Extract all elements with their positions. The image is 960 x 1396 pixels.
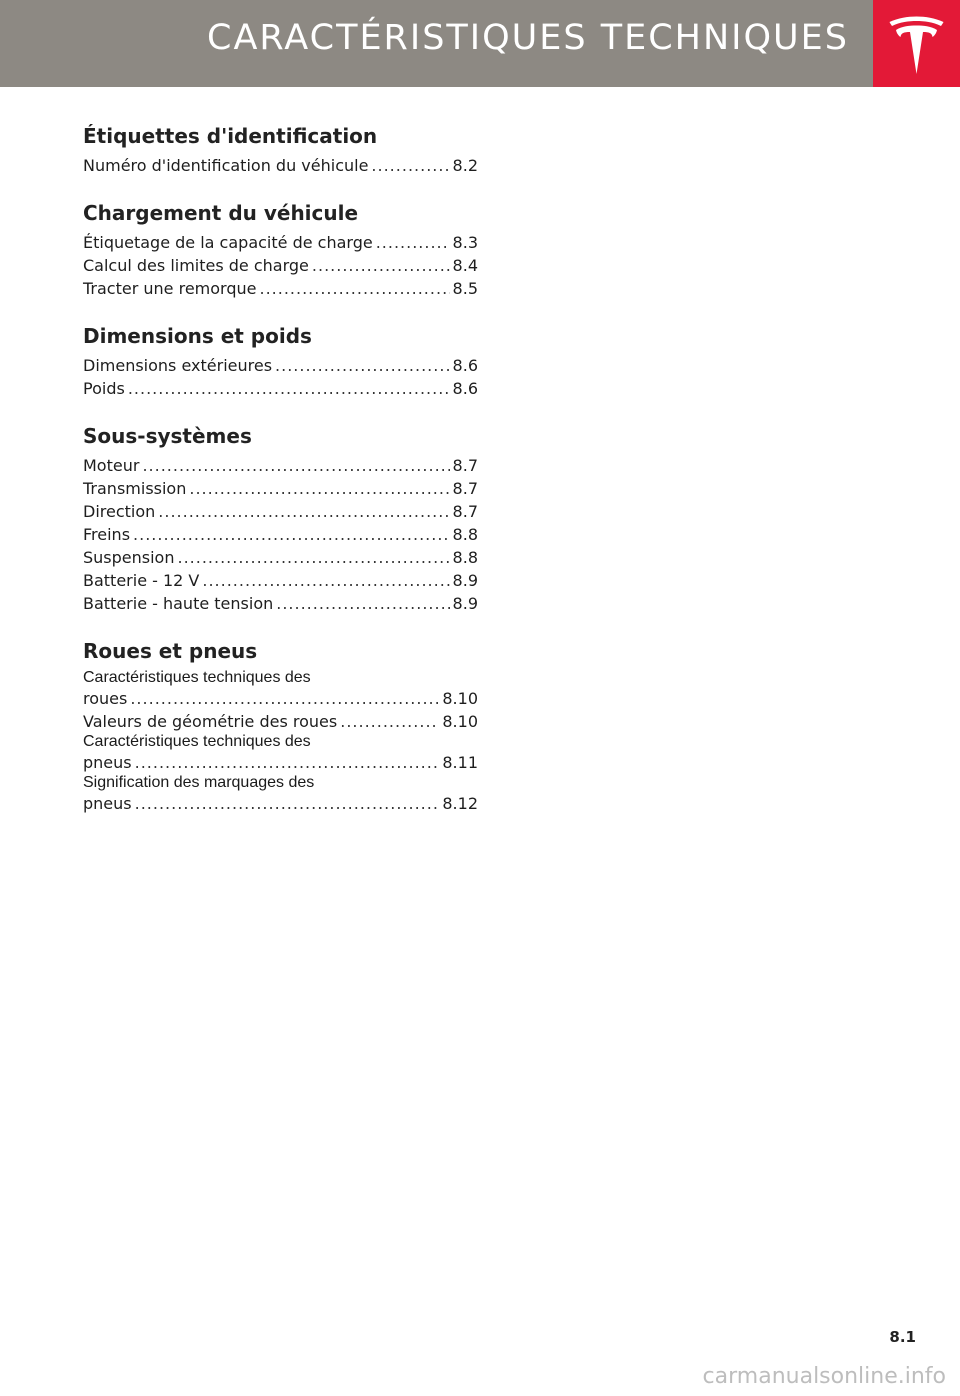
section-heading: Chargement du véhicule — [83, 201, 359, 225]
toc-entry[interactable] — [83, 710, 478, 733]
toc-entry-page: 8.10 — [442, 689, 478, 708]
toc-entry-label: Tracter une remorque — [83, 279, 257, 298]
dot-leader — [130, 687, 439, 710]
section-heading: Étiquettes d'identification — [83, 124, 378, 148]
watermark: carmanualsonline.info — [702, 1364, 946, 1389]
brand-logo-box — [873, 0, 960, 87]
toc-entry-label: Direction — [83, 502, 156, 521]
dot-leader — [128, 377, 450, 400]
toc-entry[interactable] — [83, 277, 478, 300]
toc-entry-label: Étiquetage de la capacité de charge — [83, 233, 373, 252]
toc-entry-page: 8.9 — [452, 571, 478, 590]
dot-leader — [275, 354, 450, 377]
toc-entry-label: Poids — [83, 379, 125, 398]
dot-leader — [340, 710, 439, 733]
toc-entry-page: 8.8 — [452, 525, 478, 544]
toc-entry-label: Moteur — [83, 456, 140, 475]
section-heading: Roues et pneus — [83, 639, 258, 663]
toc-entry-page: 8.10 — [442, 712, 478, 731]
toc-entry-label: Batterie - haute tension — [83, 594, 274, 613]
dot-leader — [135, 792, 440, 815]
toc-entry-page: 8.8 — [452, 548, 478, 567]
toc-entry-first-line[interactable]: Signification des marquages des — [83, 774, 315, 791]
toc-entry[interactable] — [83, 154, 478, 177]
toc-entry-page: 8.4 — [452, 256, 478, 275]
toc-entry[interactable] — [83, 454, 478, 477]
toc-entry[interactable] — [83, 500, 478, 523]
dot-leader — [259, 277, 449, 300]
dot-leader — [371, 154, 449, 177]
toc-entry-label: Batterie - 12 V — [83, 571, 200, 590]
toc-entry-label: Calcul des limites de charge — [83, 256, 309, 275]
tesla-logo-icon — [885, 10, 948, 76]
toc-entry-page: 8.12 — [442, 794, 478, 813]
toc-entry-page: 8.7 — [452, 456, 478, 475]
toc-entry-label: pneus — [83, 753, 132, 772]
toc-entry[interactable] — [83, 231, 478, 254]
toc-entry-page: 8.9 — [452, 594, 478, 613]
section-heading: Dimensions et poids — [83, 324, 312, 348]
toc-entry-label: Suspension — [83, 548, 175, 567]
toc-entry-first-line[interactable]: Caractéristiques techniques des — [83, 733, 311, 750]
table-of-contents — [83, 122, 478, 837]
dot-leader — [142, 454, 449, 477]
dot-leader — [135, 751, 440, 774]
toc-entry-label: Dimensions extérieures — [83, 356, 273, 375]
dot-leader — [177, 546, 449, 569]
toc-entry-label: pneus — [83, 794, 132, 813]
header-bar — [0, 0, 873, 87]
toc-entry-label: Valeurs de géométrie des roues — [83, 712, 338, 731]
toc-entry-page: 8.11 — [442, 753, 478, 772]
page-number: 8.1 — [889, 1328, 916, 1346]
toc-section — [83, 322, 478, 400]
toc-entry[interactable] — [83, 523, 478, 546]
dot-leader — [276, 592, 449, 615]
toc-entry-label: roues — [83, 689, 128, 708]
toc-entry-page: 8.6 — [452, 379, 478, 398]
toc-entry-page: 8.7 — [452, 479, 478, 498]
toc-entry-page: 8.7 — [452, 502, 478, 521]
toc-entry[interactable] — [83, 751, 478, 774]
dot-leader — [158, 500, 449, 523]
dot-leader — [312, 254, 450, 277]
toc-entry[interactable] — [83, 546, 478, 569]
dot-leader — [133, 523, 450, 546]
toc-section — [83, 122, 478, 177]
toc-entry-page: 8.2 — [452, 156, 478, 175]
toc-section — [83, 199, 478, 300]
toc-entry[interactable] — [83, 592, 478, 615]
toc-entry[interactable] — [83, 377, 478, 400]
chapter-title: CARACTÉRISTIQUES TECHNIQUES — [207, 18, 849, 58]
dot-leader — [202, 569, 449, 592]
toc-entry[interactable] — [83, 254, 478, 277]
toc-section — [83, 422, 478, 615]
toc-entry-label: Freins — [83, 525, 131, 544]
toc-entry-page: 8.6 — [452, 356, 478, 375]
toc-entry[interactable] — [83, 569, 478, 592]
toc-entry[interactable] — [83, 477, 478, 500]
toc-section — [83, 637, 478, 815]
toc-entry[interactable] — [83, 792, 478, 815]
dot-leader — [189, 477, 449, 500]
toc-entry-label: Numéro d'identification du véhicule — [83, 156, 369, 175]
section-heading: Sous-systèmes — [83, 424, 252, 448]
toc-entry-page: 8.5 — [452, 279, 478, 298]
toc-entry-label: Transmission — [83, 479, 187, 498]
dot-leader — [376, 231, 450, 254]
toc-entry-page: 8.3 — [452, 233, 478, 252]
toc-entry-first-line[interactable]: Caractéristiques techniques des — [83, 669, 311, 686]
toc-entry[interactable] — [83, 354, 478, 377]
toc-entry[interactable] — [83, 687, 478, 710]
